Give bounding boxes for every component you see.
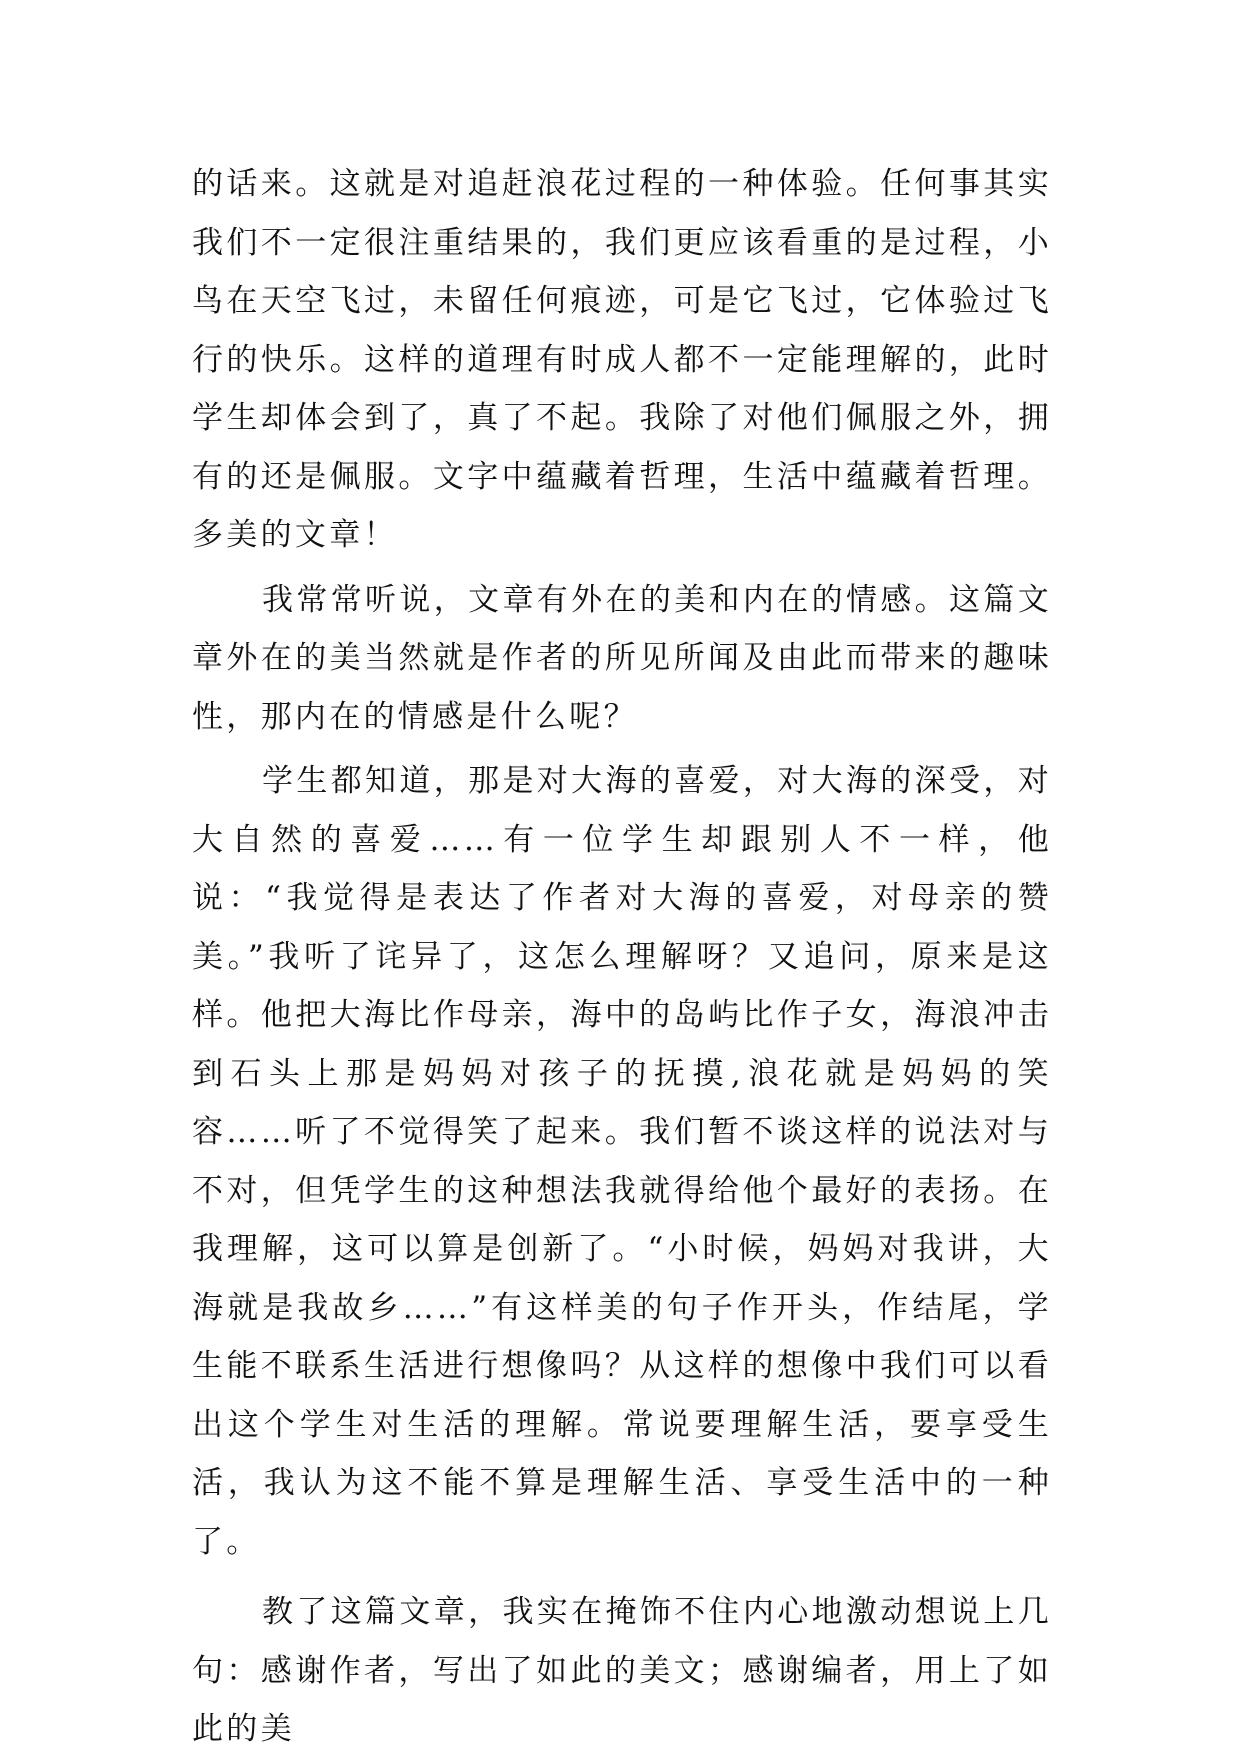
paragraph-continuation: 的话来。这就是对追赶浪花过程的一种体验。任何事其实我们不一定很注重结果的，我们更应该看重的是过程，小鸟在天空飞过，未留任何痕迹，可是它飞过，它体验过飞行的快乐。这样的道理有时成人都不一定能理解的，此时学生却体会到了，真了不起。我除了对他们佩服之外，拥有的还是佩服。文字中蕴藏着哲理，生活中蕴藏着哲理。多美的文章！ (192, 166, 1052, 553)
paragraph-gratitude: 教了这篇文章，我实在掩饰不住内心地激动想说上几句：感谢作者，写出了如此的美文；感谢编者，用上了如此的美 (192, 1594, 1052, 1747)
paragraph-student-interpretation: 学生都知道，那是对大海的喜爱，对大海的深受，对大自然的喜爱……有一位学生却跟别人不一样，他说：“我觉得是表达了作者对大海的喜爱，对母亲的赞美。”我听了诧异了，这怎么理解呀？又追问，原来是这样。他把大海比作母亲，海中的岛屿比作子女，海浪冲击到石头上那是妈妈对孩子的抚摸,浪花就是妈妈的笑容……听了不觉得笑了起来。我们暂不谈这样的说法对与不对，但凭学生的这种想法我就得给他个最好的表扬。在我理解，这可以算是创新了。“小时候，妈妈对我讲，大海就是我故乡……”有这样美的句子作开头，作结尾，学生能不联系生活进行想像吗？从这样的想像中我们可以看出这个学生对生活的理解。常说要理解生活，要享受生活，我认为这不能不算是理解生活、享受生活中的一种了。 (192, 763, 1052, 1560)
document-body (192, 155, 1052, 1759)
paragraph-inner-emotion-question: 我常常听说，文章有外在的美和内在的情感。这篇文章外在的美当然就是作者的所见所闻及由此而带来的趣味性，那内在的情感是什么呢？ (192, 581, 1052, 735)
